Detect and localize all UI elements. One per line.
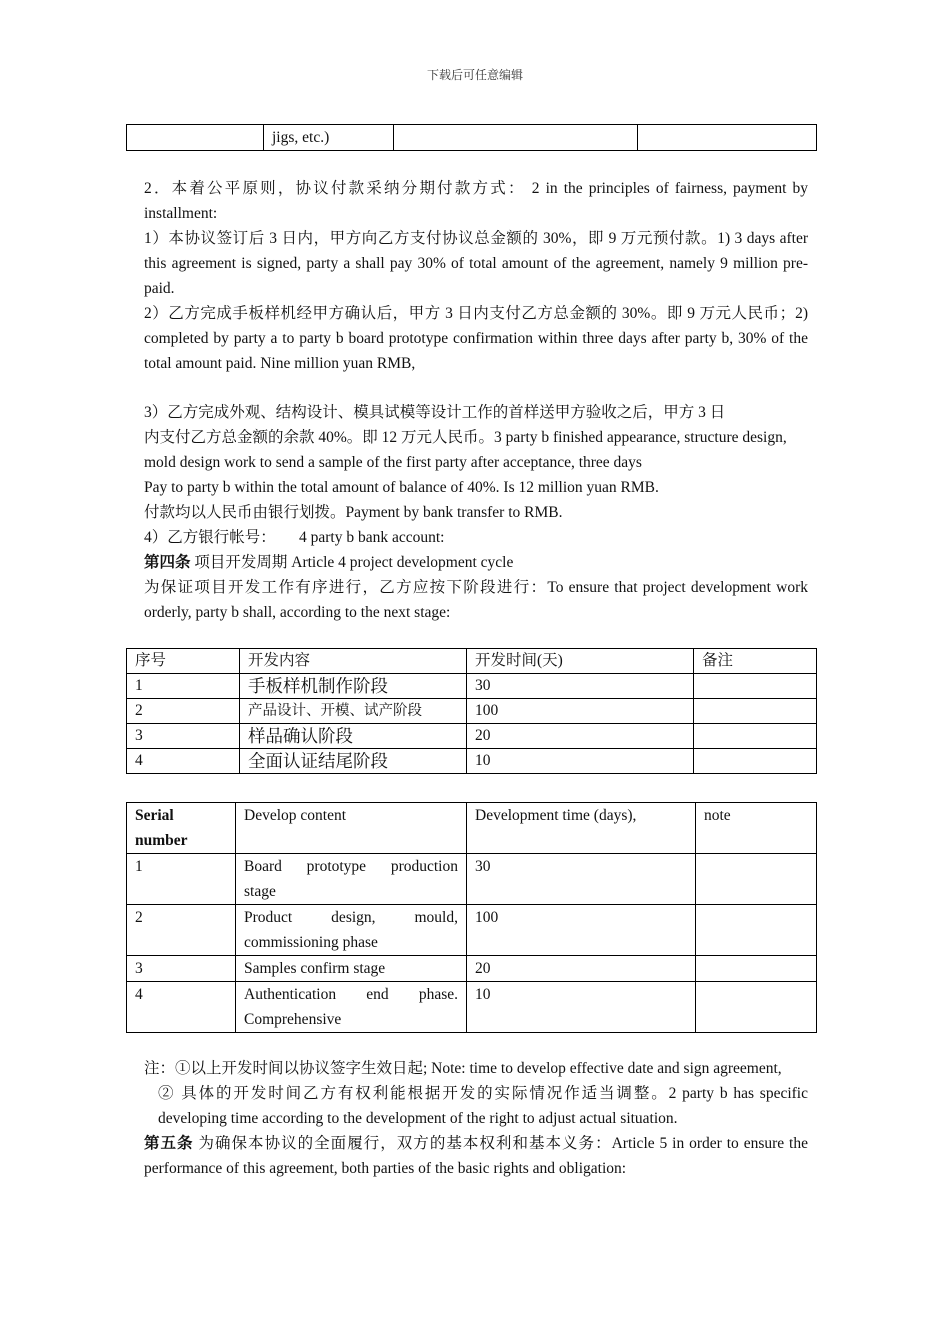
table-cell: 3: [127, 956, 236, 982]
header-time: Development time (days),: [467, 803, 696, 854]
table-cell: 2: [127, 699, 240, 724]
table-row: [127, 854, 817, 905]
table-cell: 1: [127, 674, 240, 699]
article-4-title: 项目开发周期 Article 4 project development cycle: [190, 554, 514, 571]
table-cell: [638, 125, 817, 151]
header-content: 开发内容: [240, 649, 467, 674]
table-row: [127, 905, 817, 956]
table-cell: [236, 982, 467, 1033]
table-cell: 10: [467, 749, 694, 774]
table-header-row: [127, 649, 817, 674]
table-cell: 100: [467, 699, 694, 724]
payment-paragraph-4a: 3）乙方完成外观、结构设计、模具试模等设计工作的首样送甲方验收之后，甲方 3 日: [144, 404, 726, 421]
page-header: 下载后可任意编辑: [426, 68, 523, 82]
header-content: Develop content: [236, 803, 467, 854]
payment-paragraph-3: 2）乙方完成手板样机经甲方确认后，甲方 3 日内支付乙方总金额的 30%。即 9 万元人民币；2) completed by party a to party b board prototype confirmation within three days after party b, 30% of the total amount paid. Nine million yuan RMB,: [144, 305, 808, 372]
cell-line: commissioning phase: [244, 934, 378, 951]
table-row: [127, 125, 817, 151]
note-1: 注：①以上开发时间以协议签字生效日起; Note: time to develop effective date and sign agreement,: [144, 1060, 782, 1077]
table-cell: 1: [127, 854, 236, 905]
table-cell: 手板样机制作阶段: [240, 674, 467, 699]
article-4-label: 第四条: [144, 554, 191, 571]
note-2: ② 具体的开发时间乙方有权利能根据开发的实际情况作适当调整。2 party b has specific developing time according to the development of the right to adjust actual situation.: [158, 1085, 808, 1127]
article-5-label: 第五条: [144, 1135, 194, 1152]
table-cell: [696, 905, 817, 956]
table-cell: [394, 125, 638, 151]
header-serial: 序号: [127, 649, 240, 674]
table-cell: [694, 724, 817, 749]
table-cell: [694, 749, 817, 774]
payment-section-2: [144, 400, 808, 625]
header-serial: Serial number: [127, 803, 236, 854]
table-row: [127, 956, 817, 982]
table-cell: Samples confirm stage: [236, 956, 467, 982]
table-cell: 10: [467, 982, 696, 1033]
table-row: [127, 674, 817, 699]
header-time: 开发时间(天): [467, 649, 694, 674]
payment-paragraph-2: 1）本协议签订后 3 日内，甲方向乙方支付协议总金额的 30%，即 9 万元预付款。1) 3 days after this agreement is signed, party a shall pay 30% of total amount of the agreement, namely 9 million pre-paid.: [144, 230, 808, 297]
table-cell: 全面认证结尾阶段: [240, 749, 467, 774]
table-cell: [236, 854, 467, 905]
table-cell: 4: [127, 749, 240, 774]
table-cell: 20: [467, 956, 696, 982]
payment-paragraph-1: 2．本着公平原则，协议付款采纳分期付款方式： 2 in the principles of fairness, payment by installment:: [144, 180, 808, 222]
table-cell: 30: [467, 854, 696, 905]
en-schedule-table: [126, 802, 817, 1033]
table-cell: [696, 982, 817, 1033]
top-table-fragment: [126, 124, 817, 151]
article-4-intro: 为保证项目开发工作有序进行，乙方应按下阶段进行：To ensure that project development work orderly, party b shall, according to the next stage:: [144, 579, 808, 621]
table-cell: [696, 854, 817, 905]
header-note: 备注: [694, 649, 817, 674]
table-cell: [236, 905, 467, 956]
table-cell: 4: [127, 982, 236, 1033]
table-row: [127, 749, 817, 774]
table-row: [127, 699, 817, 724]
payment-section: [144, 176, 808, 376]
table-cell: jigs, etc.): [264, 125, 394, 151]
table-cell: [694, 699, 817, 724]
table-cell: [127, 125, 264, 151]
article-4-heading: [144, 550, 808, 575]
table-header-row: [127, 803, 817, 854]
payment-paragraph-5: 付款均以人民币由银行划拨。Payment by bank transfer to RMB.: [144, 504, 563, 521]
table-cell: 100: [467, 905, 696, 956]
table-row: [127, 724, 817, 749]
payment-paragraph-4b: 内支付乙方总金额的余款 40%。即 12 万元人民币。3 party b finished appearance, structure design, mold design work to send a sample of the first party after acceptance, three days: [144, 429, 787, 471]
notes-section: [144, 1056, 808, 1181]
cell-line: Product design, mould,: [244, 909, 458, 926]
table-cell: 20: [467, 724, 694, 749]
table-cell: 产品设计、开模、试产阶段: [240, 699, 467, 724]
table-row: [127, 982, 817, 1033]
table-cell: 30: [467, 674, 694, 699]
article-5-text: 为确保本协议的全面履行，双方的基本权利和基本义务：Article 5 in order to ensure the performance of this agreement, both parties of the basic rights and obligation:: [144, 1135, 808, 1177]
cell-line: stage: [244, 883, 276, 900]
article-5-heading: [144, 1131, 808, 1181]
table-cell: 3: [127, 724, 240, 749]
header-note: note: [696, 803, 817, 854]
payment-paragraph-6: 4）乙方银行帐号： 4 party b bank account:: [144, 529, 445, 546]
cell-line: Board prototype production: [244, 858, 458, 875]
table-cell: [694, 674, 817, 699]
table-cell: 样品确认阶段: [240, 724, 467, 749]
cn-schedule-table: [126, 648, 817, 774]
table-cell: 2: [127, 905, 236, 956]
payment-paragraph-4c: Pay to party b within the total amount of balance of 40%. Is 12 million yuan RMB.: [144, 479, 659, 496]
cell-line: Authentication end phase.: [244, 986, 458, 1003]
cell-line: Comprehensive: [244, 1011, 342, 1028]
table-cell: [696, 956, 817, 982]
